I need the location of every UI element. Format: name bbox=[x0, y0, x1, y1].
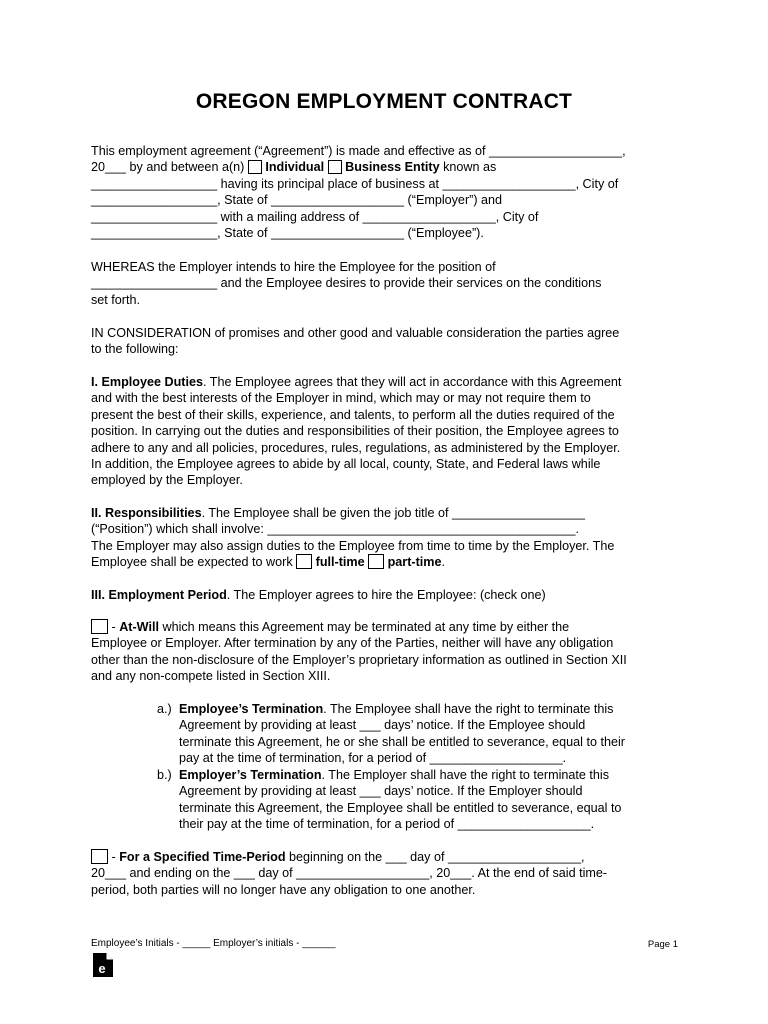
intro-line-3: __________________ having its principal place of business at ___________________, City of bbox=[91, 176, 619, 191]
period-line-1: III. Employment Period. The Employer agrees to hire the Employee: (check one) bbox=[91, 588, 546, 602]
responsibilities-section bbox=[91, 505, 681, 571]
specified-line-1: - For a Specified Time-Period beginning on the ___ day of ___________________, bbox=[91, 849, 681, 865]
clause-marker-a: a.) bbox=[157, 702, 172, 716]
consideration-paragraph bbox=[91, 325, 681, 358]
termA-line-4: pay at the time of termination, for a period of ___________________. bbox=[179, 751, 567, 766]
at-will-heading: At-Will bbox=[119, 620, 159, 634]
employer-termination-heading: Employer’s Termination bbox=[179, 768, 322, 782]
whereas-paragraph bbox=[91, 259, 681, 308]
termB-line-3: terminate this Agreement, the Employee shall be entitled to severance, equal to bbox=[179, 800, 622, 815]
part-time-label: part-time bbox=[387, 555, 442, 570]
termB-line-1: Employer’s Termination. The Employer shall have the right to terminate this bbox=[179, 768, 609, 782]
employee-duties-section bbox=[91, 374, 681, 489]
at-will-option bbox=[91, 619, 681, 685]
employer-termination-clause bbox=[157, 767, 697, 832]
duties-line-2: and with the best interests of the Employer in mind, which may or may not require them to bbox=[91, 391, 591, 406]
resp-line-3: The Employer may also assign duties to the Employee from time to time by the Employer. The bbox=[91, 538, 615, 553]
duties-line-1: I. Employee Duties. The Employee agrees that they will act in accordance with this Agreement bbox=[91, 375, 622, 389]
svg-text:e: e bbox=[98, 961, 106, 976]
termB-line-2: Agreement by providing at least ___ days’ notice. If the Employer should bbox=[179, 784, 583, 799]
page-number: Page 1 bbox=[647, 939, 678, 950]
business-entity-label: Business Entity bbox=[345, 160, 440, 175]
duties-line-6: In addition, the Employee agrees to abide by all local, county, State, and Federal laws while bbox=[91, 457, 601, 472]
termA-line-1: Employee’s Termination. The Employee shall have the right to terminate this bbox=[179, 702, 614, 716]
duties-heading: I. Employee Duties bbox=[91, 375, 203, 389]
intro-line-6: __________________, State of ___________________ (“Employee”). bbox=[91, 226, 484, 241]
business-entity-checkbox[interactable] bbox=[328, 160, 342, 174]
intro-line-5: __________________ with a mailing address of ___________________, City of bbox=[91, 209, 539, 224]
employment-period-heading: III. Employment Period bbox=[91, 588, 227, 602]
resp-line-2: (“Position”) which shall involve: ____________________________________________. bbox=[91, 522, 580, 537]
individual-checkbox[interactable] bbox=[248, 160, 262, 174]
consideration-line-2: to the following: bbox=[91, 342, 179, 357]
atwill-line-4: and any non-compete listed in Section XIII. bbox=[91, 669, 331, 684]
full-time-checkbox[interactable] bbox=[296, 554, 312, 569]
intro-line-1: This employment agreement (“Agreement”) is made and effective as of ___________________, bbox=[91, 144, 626, 158]
specified-line-3: period, both parties will no longer have any obligation to one another. bbox=[91, 882, 476, 897]
initials-footer: Employee’s Initials - _____ Employer’s initials - ______ bbox=[91, 938, 336, 949]
responsibilities-heading: II. Responsibilities bbox=[91, 506, 202, 520]
termB-line-4: their pay at the time of termination, for a period of ___________________. bbox=[179, 817, 595, 832]
part-time-checkbox[interactable] bbox=[368, 554, 384, 569]
atwill-line-2: Employee or Employer. After termination by any of the Parties, neither will have any obligation bbox=[91, 636, 614, 651]
duties-line-3: present the best of their skills, experience, and talents, to perform all the duties required of the bbox=[91, 407, 615, 422]
full-time-label: full-time bbox=[315, 555, 365, 570]
consideration-line-1: IN CONSIDERATION of promises and other good and valuable consideration the parties agree bbox=[91, 326, 620, 340]
resp-line-4: Employee shall be expected to work full-time part-time. bbox=[91, 555, 445, 570]
duties-line-4: position. In carrying out the duties and responsibilities of their position, the Employee agrees to bbox=[91, 424, 619, 439]
document-logo-icon bbox=[92, 952, 114, 978]
resp-line-1: II. Responsibilities. The Employee shall be given the job title of ___________________ bbox=[91, 506, 586, 520]
employee-termination-clause bbox=[157, 701, 697, 766]
termA-line-3: terminate this Agreement, he or she shall be entitled to severance, equal to their bbox=[179, 734, 625, 749]
document-title: OREGON EMPLOYMENT CONTRACT bbox=[195, 90, 573, 113]
individual-label: Individual bbox=[265, 160, 325, 175]
whereas-line-1: WHEREAS the Employer intends to hire the Employee for the position of bbox=[91, 260, 496, 274]
specified-period-heading: For a Specified Time-Period bbox=[119, 850, 286, 864]
at-will-checkbox[interactable] bbox=[91, 619, 108, 634]
whereas-line-3: set forth. bbox=[91, 292, 140, 307]
duties-line-5: adhere to any and all policies, procedures, rules, regulations, as administered by the Employer. bbox=[91, 440, 621, 455]
intro-paragraph bbox=[91, 143, 681, 241]
termA-line-2: Agreement by providing at least ___ days’ notice. If the Employee should bbox=[179, 718, 586, 733]
specified-line-2: 20___ and ending on the ___ day of ___________________, 20___. At the end of said time- bbox=[91, 866, 608, 881]
intro-line-2: 20___ by and between a(n) Individual Business Entity known as bbox=[91, 160, 497, 175]
duties-line-7: employed by the Employer. bbox=[91, 473, 243, 488]
atwill-line-3: other than the non-disclosure of the Employer’s proprietary information as outlined in Section XII bbox=[91, 652, 627, 667]
employment-period-section bbox=[91, 587, 681, 603]
intro-line-4: __________________, State of ___________________ (“Employer”) and bbox=[91, 193, 503, 208]
employee-termination-heading: Employee’s Termination bbox=[179, 702, 324, 716]
clause-marker-b: b.) bbox=[157, 768, 172, 782]
atwill-line-1: - At-Will which means this Agreement may be terminated at any time by either the bbox=[91, 619, 681, 635]
specified-period-checkbox[interactable] bbox=[91, 849, 108, 864]
whereas-line-2: __________________ and the Employee desires to provide their services on the conditions bbox=[91, 276, 602, 291]
specified-period-option bbox=[91, 849, 681, 898]
